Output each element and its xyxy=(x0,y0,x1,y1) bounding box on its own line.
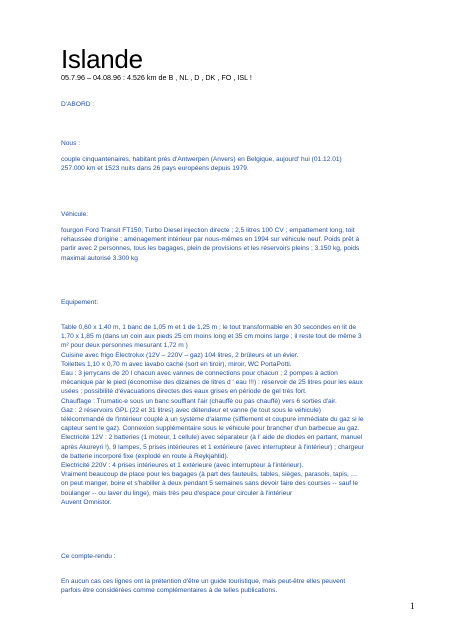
section-compte-rendu-heading: Ce compte-rendu : xyxy=(61,553,116,560)
text-line: Toilettes 1,10 x 0,70 m avec lavabo caché (sort en tiroir), miroir, WC PortaPotti. xyxy=(61,360,292,368)
text-line: m² pour deux personnes mesurant 1,72 m ) xyxy=(61,342,188,350)
text-line: 257.000 km et 1523 nuits dans 26 pays européens depuis 1979. xyxy=(61,165,249,173)
text-line: après Akureyri !), 9 lampes, 5 prises intérieures et 1 extérieure (avec interrupteur à l'intérieur) ; chargeur xyxy=(61,443,364,451)
text-line: En aucun cas ces lignes ont la prétention d'être un guide touristique, mais peut-être elles peuvent xyxy=(61,578,346,585)
section-vehicule-heading: Véhicule: xyxy=(61,211,89,218)
text-line: maximal autorisé 3.300 kg xyxy=(61,254,138,262)
section-compte-rendu-body xyxy=(61,577,421,595)
text-line: Eau : 3 jerrycans de 20 l chacun avec vannes de connections pour chacun ; 2 pompes à action xyxy=(61,370,338,378)
text-line: Cuisine avec frigo Electrolux (12V – 220V – gaz) 104 litres, 2 brûleurs et un évier. xyxy=(61,351,299,359)
text-line: Table 0,60 x 1,40 m, 1 banc de 1,05 m et 1 de 1,25 m ; le tout transformable en 30 secondes en lit de xyxy=(61,324,357,331)
text-line: on peut manger, boire et s'habiller à deux pendant 5 semaines sans devoir faire des courses -- sauf le xyxy=(61,480,359,488)
text-line: capteur sent le gaz). Connexion supplémentaire sous le véhicule pour brancher d'un barbecue au gaz. xyxy=(61,425,360,433)
text-line: Gaz : 2 réservoirs GPL (22 et 31 litres) avec détendeur et vanne (le tout sous le véhicule) xyxy=(61,406,321,414)
text-line: Electricité 220V : 4 prises intérieures et 1 extérieure (avec interrupteur à l'intérieur). xyxy=(61,462,304,470)
text-line: 1,70 x 1,85 m (dans un coin aux pieds 25 cm moins long et 35 cm moins large ; il reste tout de même 3 xyxy=(61,333,362,341)
text-line: parfois être considérées comme complémentaires à de telles publications. xyxy=(61,587,278,595)
page-number: 1 xyxy=(410,601,415,611)
text-line: télécommandé de l'intérieur couplé à un système d'alarme (sifflement et coupure immédiate du gaz si le xyxy=(61,416,364,424)
text-line: rehaussée d'origine ; aménagement intérieur par nous-mêmes en 1994 sur véhicule neuf. Poids prêt à xyxy=(61,236,360,244)
document-title: Islande xyxy=(61,44,143,74)
text-line: partir avec 2 personnes, tous les bagages, plein de provisions et les réservoirs pleins ; 3.150 kg, poids xyxy=(61,245,360,253)
section-nous-body xyxy=(61,155,421,173)
text-line: Chauffage : Trumatic-e sous un banc soufflant l'air (chauffé ou pas chauffé) vers 6 sorties d'air. xyxy=(61,397,337,405)
text-line: mécanique par le pied (économise des dizaines de litres d ' eau !!!) : réservoir de 25 litres pour les eaux xyxy=(61,379,363,387)
section-equipement-heading: Equipement: xyxy=(61,299,99,306)
text-line: Vraiment beaucoup de place pour les bagages (à part des fauteuils, tables, sièges, parasols, tapis, … xyxy=(61,471,358,479)
document-subtitle: 05.7.96 – 04.08.96 : 4.526 km de B , NL , D , DK , FO , ISL ! xyxy=(61,73,252,82)
text-line: fourgon Ford Transit FT150; Turbo Diesel injection directe ; 2,5 litres 100 CV ; empattement long, toit xyxy=(61,227,355,234)
section-dabord-heading: D'ABORD : xyxy=(61,101,95,108)
text-line: boulanger -- ou laver du linge), mais très peu d'espace pour circuler à l'intérieur xyxy=(61,489,293,497)
section-vehicule-body xyxy=(61,226,421,263)
text-line: Auvent Omnistor. xyxy=(61,498,112,506)
text-line: Electricité 12V : 2 batteries (1 moteur, 1 cellule) avec séparateur (à l' aide de diodes en partant, manuel xyxy=(61,434,363,442)
text-line: de batterie incorporé fixe (explodé en route à Reykjahlid). xyxy=(61,452,229,460)
text-line: couple cinquantenaires, habitant près d'Antwerpen (Anvers) en Belgique, aujourd' hui (01.12.01) xyxy=(61,156,342,163)
section-equipement-body xyxy=(61,323,421,507)
text-line: usées ; possibilité d'évacuations directes des eaux grises en période de gel très fort. xyxy=(61,388,307,396)
section-nous-heading: Nous : xyxy=(61,140,81,147)
